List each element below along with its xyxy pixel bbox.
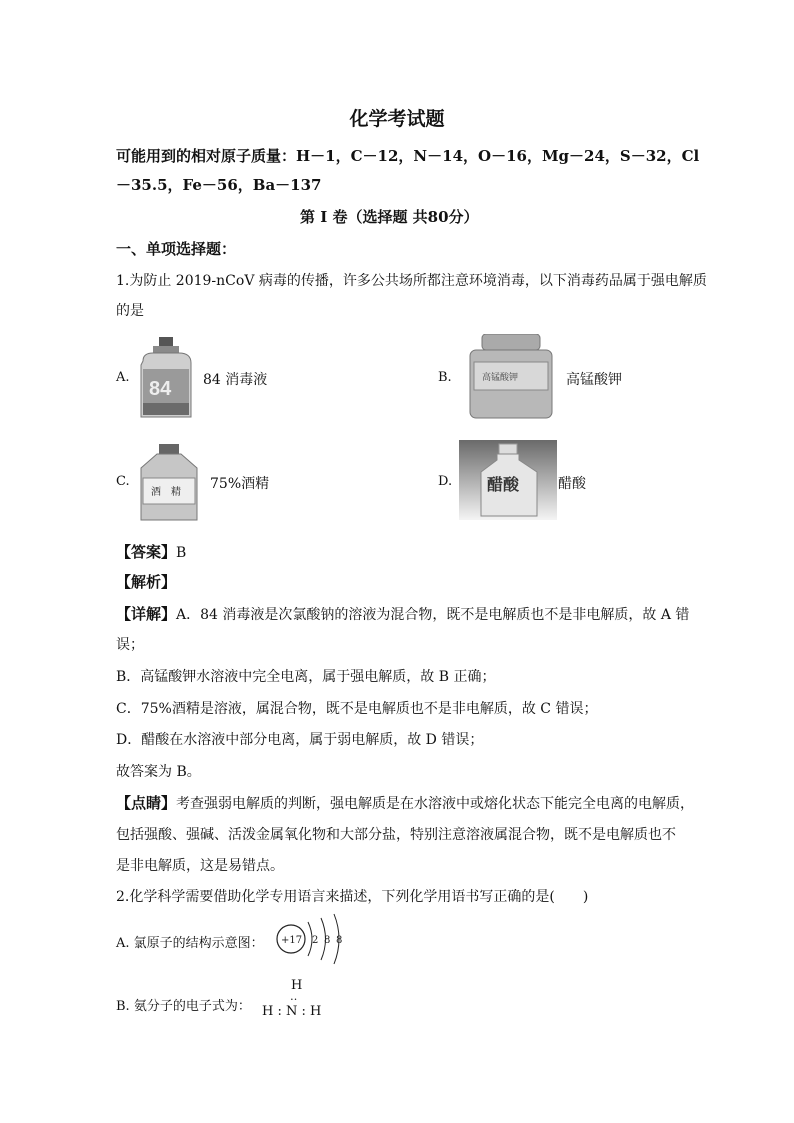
tip-line2: 包括强酸、强碱、活泼金属氧化物和大部分盐，特别注意溶液属混合物，既不是电解质也不	[116, 827, 676, 843]
volume-heading: 第 I 卷（选择题 共80分）	[300, 208, 479, 226]
page-title: 化学考试题	[349, 108, 445, 130]
jar-label: 高锰酸钾	[482, 373, 519, 383]
q1-option-d-label: 醋酸	[558, 476, 586, 492]
detail-c: C．75%酒精是溶液，属混合物，既不是电解质也不是非电解质，故 C 错误；	[116, 701, 598, 717]
ammonia-formula-row: H : N : H	[262, 1004, 322, 1019]
detail-line1	[116, 603, 689, 624]
section-heading: 一、单项选择题：	[116, 240, 237, 258]
alcohol-bottle-image	[137, 444, 201, 522]
ammonia-formula-dots: ‥	[290, 990, 298, 1003]
tip-line1-text: 考查强弱电解质的判断，强电解质是在水溶液中或熔化状态下能完全电离的电解质，	[176, 796, 695, 812]
acid-label: 醋酸	[487, 475, 520, 494]
detail-tag: 【详解】	[116, 605, 177, 623]
tip-tag: 【点睛】	[116, 794, 177, 812]
detail-b: B．高锰酸钾水溶液中完全电离，属于强电解质，故 B 正确；	[116, 669, 496, 685]
conclusion: 故答案为 B。	[116, 764, 201, 780]
shell-2: 8	[324, 935, 331, 946]
q1-option-b-letter: B.	[438, 370, 452, 385]
atomic-masses-line2: －35.5，Fe－56，Ba－137	[116, 176, 322, 194]
q1-option-c-letter: C.	[116, 474, 130, 489]
potassium-permanganate-jar-image	[466, 334, 556, 420]
q1-option-a-label: 84 消毒液	[203, 372, 268, 388]
bleach-bottle-image	[137, 337, 195, 419]
bottle-label-84: 84	[149, 378, 172, 400]
q1-option-d-letter: D.	[438, 474, 453, 489]
shell-1: 2	[312, 935, 319, 946]
nucleus-label: +17	[281, 935, 303, 946]
q1-stem-line2: 的是	[116, 303, 144, 319]
tip-line3: 是非电解质，这是易错点。	[116, 858, 284, 874]
answer-value: B	[176, 545, 187, 561]
q2-option-a: A. 氯原子的结构示意图：	[116, 936, 264, 951]
detail-d: D．醋酸在水溶液中部分电离，属于弱电解质，故 D 错误；	[116, 732, 484, 748]
q1-option-b-label: 高锰酸钾	[566, 372, 622, 388]
tip-line1	[116, 792, 694, 813]
chlorine-atom-diagram	[274, 912, 354, 968]
alcohol-label: 酒 精	[151, 487, 181, 498]
q1-stem-line1: 1.为防止 2019-nCoV 病毒的传播，许多公共场所都注意环境消毒，以下消毒药品属于强电解质	[116, 273, 707, 289]
ammonia-formula-top: H	[291, 978, 303, 993]
detail-line2: 误；	[116, 637, 144, 653]
shell-3: 8	[336, 935, 343, 946]
q2-option-b: B. 氨分子的电子式为：	[116, 999, 251, 1014]
q2-stem: 2.化学科学需要借助化学专用语言来描述，下列化学用语书写正确的是( )	[116, 889, 589, 905]
acetic-acid-bottle-image	[459, 440, 557, 520]
atomic-masses-line1: 可能用到的相对原子质量：H－1，C－12，N－14，O－16，Mg－24，S－32，Cl	[116, 147, 700, 165]
detail-line1-text: A．84 消毒液是次氯酸钠的溶液为混合物，既不是电解质也不是非电解质，故 A 错	[176, 607, 690, 623]
answer-tag: 【答案】	[116, 543, 177, 561]
analysis-tag: 【解析】	[116, 573, 177, 591]
q1-option-a-letter: A.	[116, 370, 130, 385]
answer-row	[116, 541, 186, 562]
q1-option-c-label: 75%酒精	[210, 476, 270, 492]
